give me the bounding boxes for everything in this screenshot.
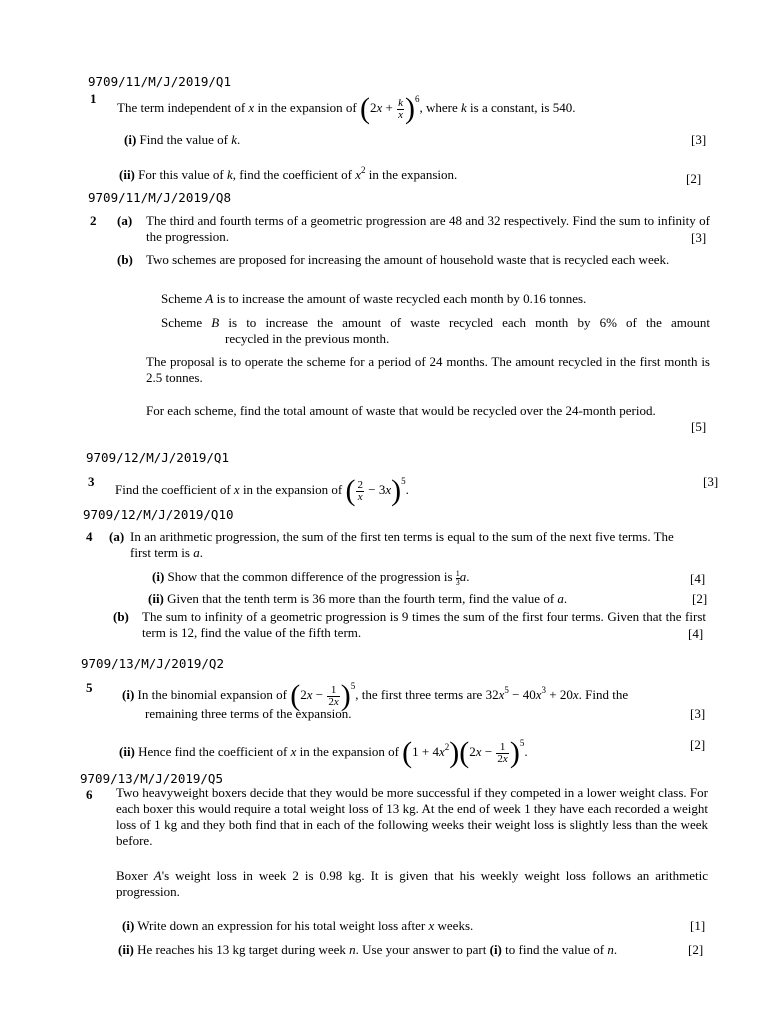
question-stem: Find the coefficient of x in the expansion of ( $\frac{2}{x}$ − 3x)$^5$. (115, 474, 409, 508)
expression: $(1 + 4x^2)(2x$ − $\frac{1}{2x}$ )$^5$. (402, 736, 528, 770)
question-reference: 9709/13/M/J/2019/Q5 (80, 771, 223, 786)
question-part: (ii) For this value of k, find the coefficient of $x^2$ in the expansion. (119, 165, 458, 182)
marks: [2] (686, 171, 702, 186)
question-part: Two schemes are proposed for increasing the amount of household waste that is recycled each week. (146, 252, 670, 267)
question-reference: 9709/11/M/J/2019/Q8 (88, 190, 231, 205)
marks: [3] (691, 230, 707, 245)
marks: [2] (690, 737, 706, 752)
marks: [5] (691, 419, 707, 434)
expression: (2x − $\frac{1}{2x}$ )$^5$ (290, 679, 356, 713)
question-number: 6 (86, 787, 93, 802)
question-subpart: (ii) Given that the tenth term is 36 more than the fourth term, find the value of a. (148, 591, 568, 606)
question-part: (i) Find the value of k. (124, 132, 241, 147)
question-number: 2 (90, 213, 97, 228)
question-reference: 9709/12/M/J/2019/Q10 (83, 507, 234, 522)
marks: [3] (691, 132, 707, 147)
expression: ( $\frac{2}{x}$ − 3x)$^5$. (345, 474, 409, 508)
part-label: (a) (109, 529, 125, 544)
question-subpart-continued: remaining three terms of the expansion. (145, 706, 352, 721)
marks: [2] (692, 591, 708, 606)
question-number: 1 (90, 91, 97, 106)
task-text: For each scheme, find the total amount of waste that would be recycled over the 24-month period. (146, 403, 656, 418)
question-reference: 9709/11/M/J/2019/Q1 (88, 74, 231, 89)
question-part: In an arithmetic progression, the sum of the first ten terms is equal to the sum of the next five terms. The first term is a. (130, 529, 674, 560)
question-subpart: (ii) Hence find the coefficient of x in the expansion of $(1 + 4x^2)(2x$ − $\frac{1}{2x}$ )$^5$. (119, 736, 528, 770)
part-label: (a) (117, 213, 133, 228)
marks: [4] (688, 626, 704, 641)
question-intro: Two heavyweight boxers decide that they would be more successful if they competed in a lower weight class. For each boxer this would require a total weight loss of 13 kg. At the end of week 1 they have each recorded a weight loss of 1 kg and they both find that in each of the following weeks their weight loss is slightly less than the week before. (116, 785, 708, 848)
question-subpart: (i) Write down an expression for his total weight loss after x weeks. (122, 918, 474, 933)
marks: [3] (703, 474, 719, 489)
question-number: 4 (86, 529, 93, 544)
marks: [3] (690, 706, 706, 721)
question-reference: 9709/13/M/J/2019/Q2 (81, 656, 224, 671)
question-reference: 9709/12/M/J/2019/Q1 (86, 450, 229, 465)
proposal-text: The proposal is to operate the scheme for a period of 24 months. The amount recycled in the first month is 2.5 tonnes. (146, 354, 710, 385)
part-label: (b) (113, 609, 129, 624)
marks: [1] (690, 918, 706, 933)
scheme-b: Scheme B is to increase the amount of waste recycled each month by 6% of the amount (161, 315, 711, 330)
question-part: The sum to infinity of a geometric progression is 9 times the sum of the first four terms. Given that the first term is 12, find the value of the fifth term. (142, 609, 706, 640)
question-subpart: (i) Show that the common difference of the progression is $\frac{1}{3}$ a. (152, 568, 470, 587)
question-subpart: (i) In the binomial expansion of (2x − $\frac{1}{2x}$ )$^5$, the first three terms are $32x^5 - 40x^3 + 20x$. Find the (122, 679, 629, 713)
expression: (2x + $\frac{k}{x}$ )$^6$ (359, 92, 420, 126)
marks: [2] (688, 942, 704, 957)
question-subpart: (ii) He reaches his 13 kg target during week n. Use your answer to part (i) to find the value of n. (118, 942, 618, 957)
scheme-b-continued: recycled in the previous month. (225, 331, 390, 346)
boxer-a-text: Boxer A's weight loss in week 2 is 0.98 kg. It is given that his weekly weight loss follows an arithmetic progression. (116, 868, 708, 899)
question-number: 3 (88, 474, 95, 489)
scheme-a: Scheme A is to increase the amount of waste recycled each month by 0.16 tonnes. (161, 291, 587, 306)
question-number: 5 (86, 680, 93, 695)
part-label: (b) (117, 252, 133, 267)
question-part: The third and fourth terms of a geometric progression are 48 and 32 respectively. Find the sum to infinity of the progression. (146, 213, 710, 244)
question-stem: The term independent of x in the expansion of (2x + $\frac{k}{x}$ )$^6$, where k is a constant, is 540. (117, 92, 576, 126)
marks: [4] (690, 571, 706, 586)
